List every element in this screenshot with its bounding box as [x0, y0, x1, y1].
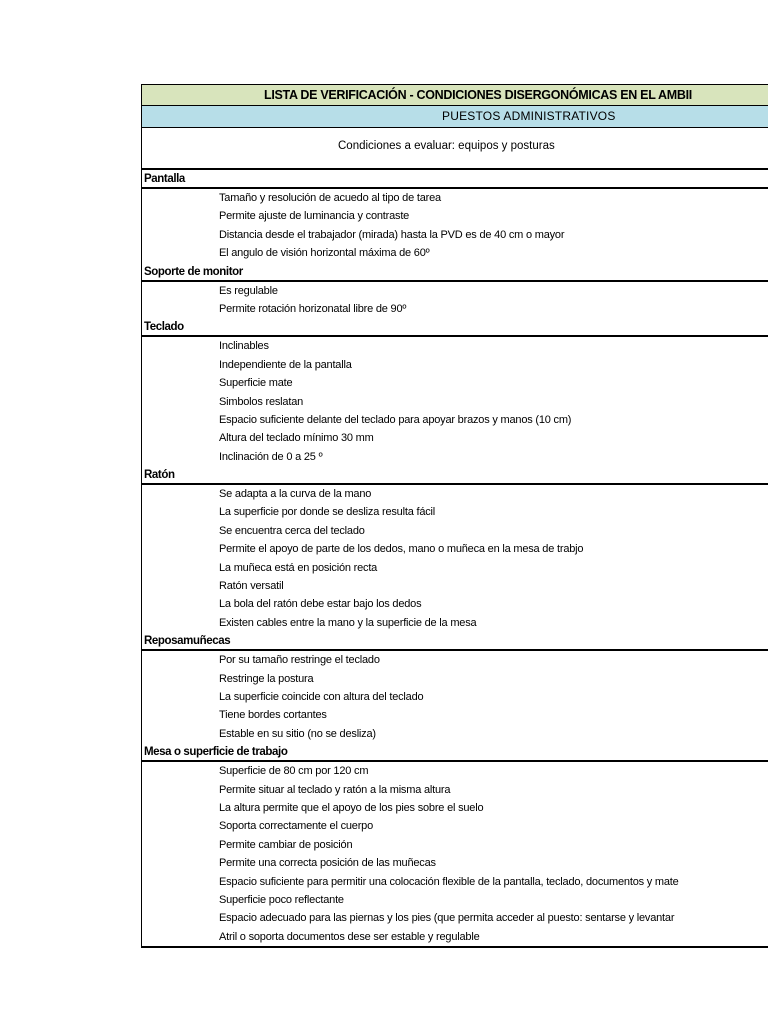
checklist-item: Permite el apoyo de parte de los dedos, mano o muñeca en la mesa de trabjo [219, 543, 584, 556]
checklist-item: La superficie por donde se desliza resulta fácil [219, 506, 436, 519]
checklist-item: Espacio adecuado para las piernas y los pies (que permita acceder al puesto: sentarse y levantar [219, 912, 675, 925]
checklist-item: Superficie de 80 cm por 120 cm [219, 765, 369, 778]
checklist-item: Atril o soporta documentos dese ser estable y regulable [219, 930, 480, 943]
checklist-item: Altura del teclado mínimo 30 mm [219, 432, 374, 445]
checklist-item: Distancia desde el trabajador (mirada) hasta la PVD es de 40 cm o mayor [219, 228, 565, 241]
checklist-item: Espacio suficiente delante del teclado para apoyar brazos y manos (10 cm) [219, 413, 572, 426]
checklist-item: Permite rotación horizonatal libre de 90º [219, 302, 407, 315]
sections-container [141, 170, 768, 948]
checklist-item: Tamaño y resolución de acuedo al tipo de tarea [219, 192, 441, 204]
checklist-item: Existen cables entre la mano y la superficie de la mesa [219, 616, 477, 629]
checklist-item: La altura permite que el apoyo de los pies sobre el suelo [219, 801, 484, 814]
checklist-item: Se adapta a la curva de la mano [219, 488, 372, 501]
checklist-item: Superficie poco reflectante [219, 893, 344, 906]
checklist-item: El angulo de visión horizontal máxima de 60º [219, 247, 430, 260]
section [141, 632, 768, 743]
section [141, 170, 768, 263]
checklist-item: Estable en su sitio (no se desliza) [219, 727, 376, 740]
title-row [141, 84, 768, 106]
checklist-item: Se encuentra cerca del teclado [219, 524, 365, 537]
section-title: Soporte de monitor [141, 263, 768, 282]
subtitle-row [142, 106, 768, 127]
checklist-item: Superficie mate [219, 377, 293, 390]
conditions-row [141, 127, 768, 170]
checklist-item: Por su tamaño restringe el teclado [219, 654, 380, 667]
checklist-item: Restringe la postura [219, 672, 314, 685]
checklist-item: La superficie coincide con altura del teclado [219, 690, 424, 703]
checklist-item: Espacio suficiente para permitir una colocación flexible de la pantalla, teclado, documentos y mate [219, 875, 679, 888]
sheet-subtitle: PUESTOS ADMINISTRATIVOS [442, 109, 616, 123]
checklist-item: Independiente de la pantalla [219, 358, 352, 371]
section-title: Reposamuñecas [141, 632, 768, 651]
checklist-sheet [141, 84, 768, 948]
checklist-item: Permite cambiar de posición [219, 838, 353, 851]
checklist-item: Soporta correctamente el cuerpo [219, 820, 373, 833]
checklist-item: La bola del ratón debe estar bajo los dedos [219, 598, 422, 611]
section [141, 263, 768, 319]
checklist-item: Permite situar al teclado y ratón a la misma altura [219, 783, 451, 796]
checklist-item: Tiene bordes cortantes [219, 709, 327, 722]
checklist-item: Permite ajuste de luminancia y contraste [219, 210, 410, 223]
section [141, 318, 768, 466]
checklist-item: Ratón versatil [219, 580, 284, 593]
section-title: Mesa o superficie de trabajo [141, 743, 768, 762]
section-title: Ratón [141, 466, 768, 485]
conditions-label: Condiciones a evaluar: equipos y posturas [338, 140, 555, 152]
section-title: Pantalla [141, 170, 768, 189]
checklist-item: Inclinación de 0 a 25 º [219, 450, 323, 463]
section [141, 743, 768, 948]
checklist-item: Inclinables [219, 340, 269, 353]
checklist-item: Simbolos reslatan [219, 395, 304, 408]
section-title: Teclado [141, 318, 768, 337]
sheet-title: LISTA DE VERIFICACIÓN - CONDICIONES DISERGONÓMICAS EN EL AMBII [264, 88, 692, 102]
checklist-item: Permite una correcta posición de las muñecas [219, 857, 436, 870]
checklist-item: La muñeca está en posición recta [219, 561, 378, 574]
checklist-item: Es regulable [219, 284, 278, 297]
section [141, 466, 768, 632]
